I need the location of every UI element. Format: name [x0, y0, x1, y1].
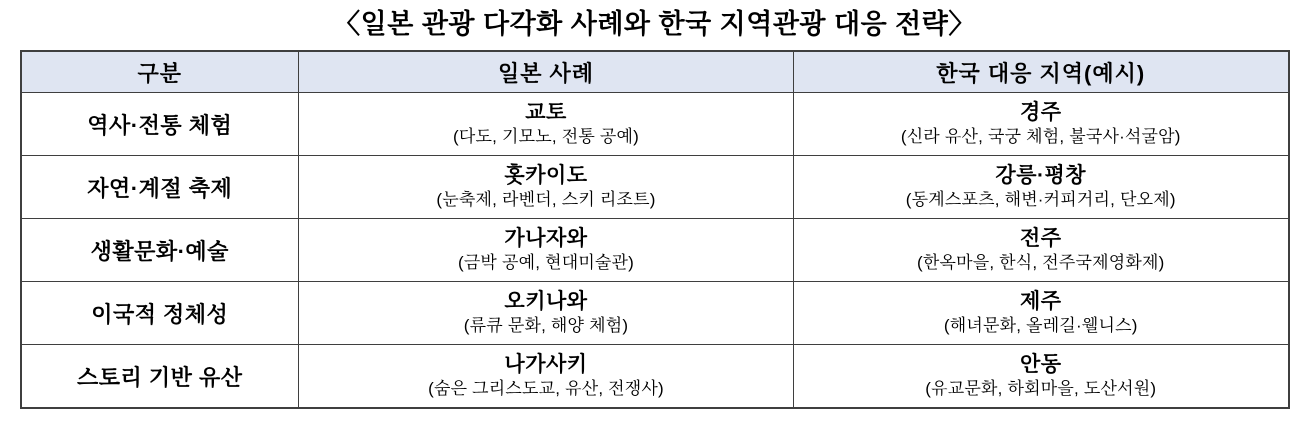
korea-region-detail: (유교문화, 하회마을, 도산서원) — [925, 379, 1157, 399]
japan-case-detail: (다도, 기모노, 전통 공예) — [453, 127, 639, 147]
cell-japan-case — [299, 93, 794, 156]
cell-category: 자연·계절 축제 — [21, 156, 299, 219]
japan-case-name: 홋카이도 — [504, 164, 588, 188]
comparison-table — [20, 50, 1290, 409]
table-header-row — [21, 51, 1289, 93]
table-header — [21, 51, 1289, 93]
cell-korea-region — [794, 156, 1289, 219]
japan-case-detail: (숨은 그리스도교, 유산, 전쟁사) — [428, 379, 664, 399]
japan-case-name: 오키나와 — [504, 290, 588, 314]
japan-case-name: 가나자와 — [504, 227, 588, 251]
cell-korea-region — [794, 93, 1289, 156]
table-row — [21, 219, 1289, 282]
column-header-category: 구분 — [21, 51, 299, 93]
korea-region-name: 제주 — [1019, 290, 1062, 314]
korea-region-detail: (신라 유산, 국궁 체험, 불국사·석굴암) — [900, 127, 1181, 147]
cell-category: 역사·전통 체험 — [21, 93, 299, 156]
table-row — [21, 93, 1289, 156]
cell-japan-case — [299, 156, 794, 219]
cell-japan-case — [299, 282, 794, 345]
column-header-korea: 한국 대응 지역(예시) — [794, 51, 1289, 93]
cell-korea-region — [794, 345, 1289, 409]
korea-region-detail: (동계스포츠, 해변·커피거리, 단오제) — [905, 190, 1176, 210]
korea-region-name: 전주 — [1019, 227, 1062, 251]
korea-region-name: 강릉·평창 — [995, 164, 1087, 188]
table-row — [21, 282, 1289, 345]
cell-japan-case — [299, 219, 794, 282]
korea-region-name: 안동 — [1019, 353, 1062, 377]
korea-region-name: 경주 — [1019, 101, 1062, 125]
table-row — [21, 156, 1289, 219]
japan-case-detail: (눈축제, 라벤더, 스키 리조트) — [436, 190, 656, 210]
page-title: 〈일본 관광 다각화 사례와 한국 지역관광 대응 전략〉 — [333, 9, 976, 39]
table-body — [21, 93, 1289, 409]
cell-korea-region — [794, 282, 1289, 345]
japan-case-name: 교토 — [525, 101, 567, 125]
cell-category: 생활문화·예술 — [21, 219, 299, 282]
table-row — [21, 345, 1289, 409]
cell-japan-case — [299, 345, 794, 409]
cell-category: 스토리 기반 유산 — [21, 345, 299, 409]
japan-case-detail: (류큐 문화, 해양 체험) — [463, 316, 629, 336]
cell-category: 이국적 정체성 — [21, 282, 299, 345]
japan-case-detail: (금박 공예, 현대미술관) — [457, 253, 635, 273]
korea-region-detail: (한옥마을, 한식, 전주국제영화제) — [916, 253, 1165, 273]
column-header-japan: 일본 사례 — [299, 51, 794, 93]
cell-korea-region — [794, 219, 1289, 282]
japan-case-name: 나가사키 — [504, 353, 588, 377]
korea-region-detail: (해녀문화, 올레길·웰니스) — [943, 316, 1138, 336]
